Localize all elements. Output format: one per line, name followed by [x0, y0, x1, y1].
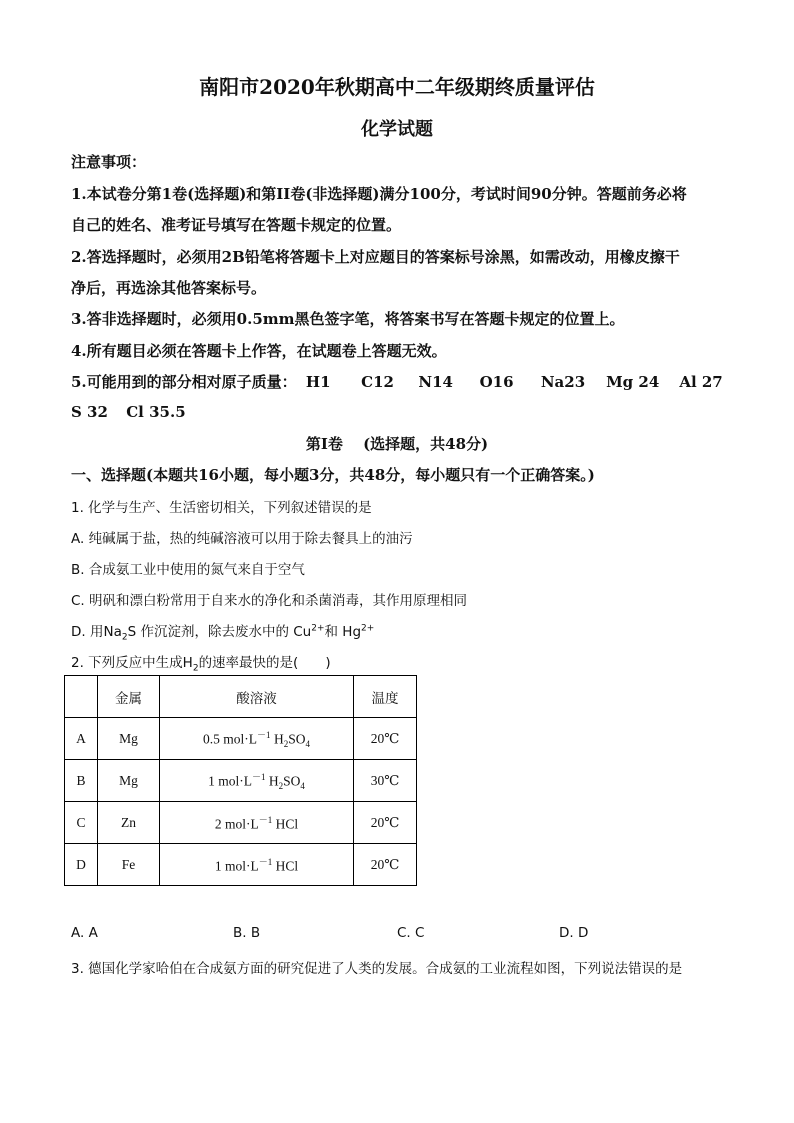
mass-mg: Mg 24	[606, 373, 660, 391]
atomic-masses-line	[71, 371, 723, 392]
note-line-4: 净后，再选涂其他答案标号。	[71, 279, 267, 297]
q1-stem: 1. 化学与生产、生活密切相关，下列叙述错误的是	[71, 500, 372, 516]
q2-option-a: A. A	[71, 925, 98, 941]
q1-option-c: C. 明矾和漂白粉常用于自来水的净化和杀菌消毒，其作用原理相同	[71, 593, 468, 609]
mass-o: O16	[479, 373, 514, 391]
q1-option-a: A. 纯碱属于盐，热的纯碱溶液可以用于除去餐具上的油污	[71, 531, 413, 547]
exam-subtitle: 化学试题	[361, 119, 433, 140]
mass-c: C12	[361, 373, 394, 391]
q2-option-b: B. B	[233, 925, 261, 941]
table-row: D Fe 1 $mol\cdot L^{-1}$ HCl 20℃	[65, 844, 417, 886]
note-line-5: 3.答非选择题时，必须用0.5mm黑色签字笔，将答案书写在答题卡规定的位置上。	[71, 310, 625, 328]
q2-option-c: C. C	[397, 925, 425, 941]
note-line-1: 1.本试卷分第1卷(选择题)和第II卷(非选择题)满分100分，考试时间90分钟。答题前务必将	[71, 185, 687, 203]
mass-cl: Cl 35.5	[126, 403, 186, 421]
q1-option-d: D. 用$Na_2S$ 作沉淀剂，除去废水中的 $Cu^{2+}$和 $Hg^{2+}$	[71, 623, 375, 643]
note-line-3: 2.答选择题时，必须用2B铅笔将答题卡上对应题目的答案标号涂黑，如需改动，用橡皮擦干	[71, 248, 680, 266]
mass-al: Al 27	[679, 373, 723, 391]
table-row: A Mg 0.5 $mol\cdot L^{-1}$ $H_2SO_4$ 20℃	[65, 718, 417, 760]
part-heading: 一、选择题(本题共16小题，每小题3分，共48分，每小题只有一个正确答案。)	[71, 466, 595, 484]
table-header-row: 金属 酸溶液 温度	[65, 676, 417, 718]
q2-option-d: D. D	[559, 925, 589, 941]
mass-n: N14	[418, 373, 453, 391]
table-row: C Zn 2 $mol\cdot L^{-1}$ HCl 20℃	[65, 802, 417, 844]
note-line-2: 自己的姓名、准考证号填写在答题卡规定的位置。	[71, 216, 402, 234]
q1-option-b: B. 合成氨工业中使用的氮气来自于空气	[71, 562, 305, 578]
q3-stem: 3. 德国化学家哈伯在合成氨方面的研究促进了人类的发展。合成氨的工业流程如图，下列说法错误的是	[71, 961, 683, 977]
table-row: B Mg 1 $mol\cdot L^{-1}$ $H_2SO_4$ 30℃	[65, 760, 417, 802]
q2-table	[64, 675, 417, 886]
section-title: 第I卷 (选择题，共48分)	[305, 435, 489, 453]
mass-na: Na23	[540, 373, 586, 391]
masses-label: 5.可能用到的部分相对原子质量：	[71, 373, 297, 391]
mass-h: H1	[305, 373, 331, 391]
q2-stem: 2. 下列反应中生成$H_2$的速率最快的是( )	[71, 655, 331, 674]
mass-s: S 32	[71, 403, 108, 421]
note-line-6: 4.所有题目必须在答题卡上作答，在试题卷上答题无效。	[71, 342, 447, 360]
notes-heading: 注意事项：	[71, 153, 147, 171]
atomic-masses-line-2	[71, 403, 186, 421]
exam-title: 南阳市2020年秋期高中二年级期终质量评估	[199, 75, 595, 99]
